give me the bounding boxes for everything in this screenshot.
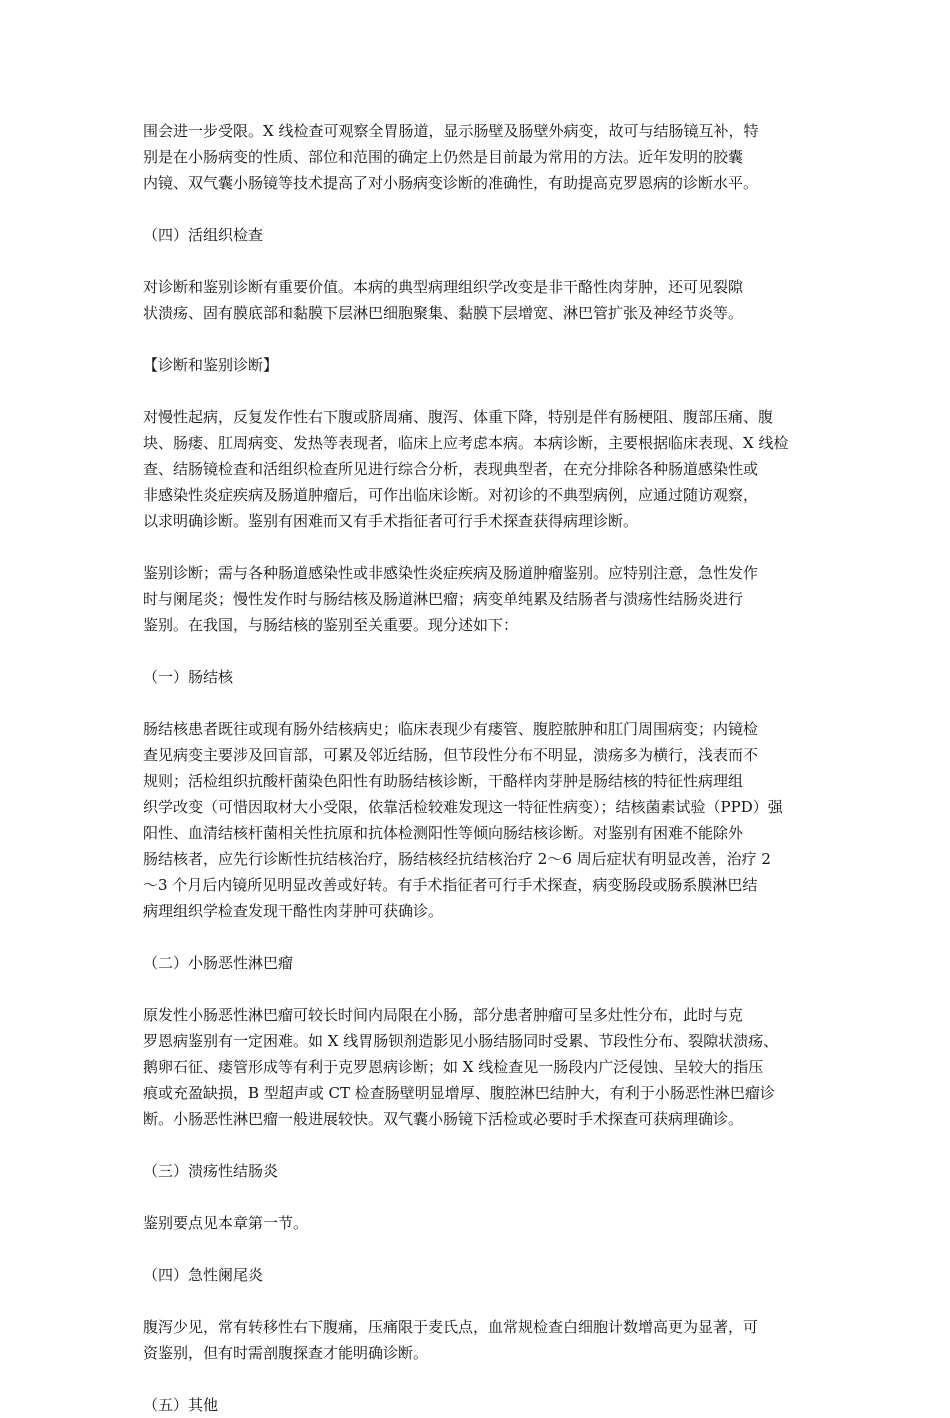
- section-heading: （四）活组织检查: [143, 226, 264, 244]
- text-line: 痕或充盈缺损，B 型超声或 CT 检查肠壁明显增厚、腹腔淋巴结肿大，有利于小肠恶性淋巴瘤诊: [143, 1084, 775, 1102]
- text-line: 查、结肠镜检查和活组织检查所见进行综合分析，表现典型者，在充分排除各种肠道感染性或: [143, 460, 759, 478]
- section-heading: （一）肠结核: [143, 668, 234, 686]
- text-line: 状溃疡、固有膜底部和黏膜下层淋巴细胞聚集、黏膜下层增宽、淋巴管扩张及神经节炎等。: [143, 304, 744, 322]
- text-line: 肠结核者，应先行诊断性抗结核治疗，肠结核经抗结核治疗 2～6 周后症状有明显改善，治疗 2: [143, 850, 771, 868]
- paragraph: [143, 404, 818, 534]
- paragraph-gap: [143, 1288, 818, 1314]
- text-line: 阳性、血清结核杆菌相关性抗原和抗体检测阳性等倾向肠结核诊断。对鉴别有困难不能除外: [143, 824, 744, 842]
- text-line: 织学改变（可惜因取材大小受限，依靠活检较难发现这一特征性病变）；结核菌素试验（PPD）强: [143, 798, 783, 816]
- text-line: 罗恩病鉴别有一定困难。如 X 线胃肠钡剂造影见小肠结肠同时受累、节段性分布、裂隙状溃疡、: [143, 1032, 779, 1050]
- text-line: 断。小肠恶性淋巴瘤一般进展较快。双气囊小肠镜下活检或必要时手术探查可获病理确诊。: [143, 1110, 744, 1128]
- text-line: 围会进一步受限。X 线检查可观察全胃肠道，显示肠壁及肠壁外病变，故可与结肠镜互补，特: [143, 122, 759, 140]
- paragraph-gap: [143, 638, 818, 664]
- text-line: 时与阑尾炎；慢性发作时与肠结核及肠道淋巴瘤；病变单纯累及结肠者与溃疡性结肠炎进行: [143, 590, 744, 608]
- text-line: 肠结核患者既往或现有肠外结核病史；临床表现少有瘘管、腹腔脓肿和肛门周围病变；内镜检: [143, 720, 759, 738]
- paragraph: [143, 118, 818, 196]
- section-heading: 【诊断和鉴别诊断】: [143, 356, 279, 374]
- paragraph-gap: [143, 1184, 818, 1210]
- section-heading: （二）小肠恶性淋巴瘤: [143, 954, 294, 972]
- paragraph: [143, 560, 818, 638]
- paragraph-gap: [143, 924, 818, 950]
- paragraph-gap: [143, 1236, 818, 1262]
- section-heading: （三）溃疡性结肠炎: [143, 1162, 279, 1180]
- paragraph: [143, 716, 818, 924]
- paragraph: [143, 1002, 818, 1132]
- section-heading: （四）急性阑尾炎: [143, 1266, 264, 1284]
- text-line: 非感染性炎症疾病及肠道肿瘤后，可作出临床诊断。对初诊的不典型病例，应通过随访观察，: [143, 486, 759, 504]
- text-line: 病理组织学检查发现干酪性肉芽肿可获确诊。: [143, 902, 444, 920]
- document-page: [143, 118, 818, 1418]
- paragraph-gap: [143, 534, 818, 560]
- paragraph-gap: [143, 1366, 818, 1392]
- text-line: 对诊断和鉴别诊断有重要价值。本病的典型病理组织学改变是非干酪性肉芽肿，还可见裂隙: [143, 278, 744, 296]
- text-line: 别是在小肠病变的性质、部位和范围的确定上仍然是目前最为常用的方法。近年发明的胶囊: [143, 148, 744, 166]
- paragraph-gap: [143, 196, 818, 222]
- text-line: 鹅卵石征、瘘管形成等有利于克罗恩病诊断；如 X 线检查见一肠段内广泛侵蚀、呈较大的指压: [143, 1058, 764, 1076]
- section-heading: （五）其他: [143, 1396, 219, 1414]
- text-line: 资鉴别，但有时需剖腹探查才能明确诊断。: [143, 1344, 429, 1362]
- paragraph-gap: [143, 378, 818, 404]
- text-line: 鉴别诊断；需与各种肠道感染性或非感染性炎症疾病及肠道肿瘤鉴别。应特别注意，急性发作: [143, 564, 759, 582]
- text-line: 腹泻少见，常有转移性右下腹痛，压痛限于麦氏点，血常规检查白细胞计数增高更为显著，可: [143, 1318, 759, 1336]
- paragraph-gap: [143, 248, 818, 274]
- text-line: 查见病变主要涉及回盲部，可累及邻近结肠，但节段性分布不明显，溃疡多为横行，浅表而不: [143, 746, 759, 764]
- paragraph-gap: [143, 1132, 818, 1158]
- paragraph-gap: [143, 690, 818, 716]
- paragraph: [143, 1314, 818, 1366]
- paragraph: [143, 1210, 818, 1236]
- text-line: ～3 个月后内镜所见明显改善或好转。有手术指征者可行手术探查，病变肠段或肠系膜淋巴结: [143, 876, 758, 894]
- paragraph: [143, 274, 818, 326]
- text-line: 鉴别。在我国，与肠结核的鉴别至关重要。现分述如下：: [143, 616, 519, 634]
- text-line: 对慢性起病，反复发作性右下腹或脐周痛、腹泻、体重下降，特别是伴有肠梗阻、腹部压痛、腹: [143, 408, 774, 426]
- text-line: 鉴别要点见本章第一节。: [143, 1214, 309, 1232]
- text-line: 以求明确诊断。鉴别有困难而又有手术指征者可行手术探查获得病理诊断。: [143, 512, 639, 530]
- text-line: 规则；活检组织抗酸杆菌染色阳性有助肠结核诊断，干酪样肉芽肿是肠结核的特征性病理组: [143, 772, 744, 790]
- text-line: 块、肠瘘、肛周病变、发热等表现者，临床上应考虑本病。本病诊断，主要根据临床表现、X 线检: [143, 434, 789, 452]
- paragraph-gap: [143, 326, 818, 352]
- text-line: 内镜、双气囊小肠镜等技术提高了对小肠病变诊断的准确性，有助提高克罗恩病的诊断水平。: [143, 174, 759, 192]
- text-line: 原发性小肠恶性淋巴瘤可较长时间内局限在小肠，部分患者肿瘤可呈多灶性分布，此时与克: [143, 1006, 744, 1024]
- paragraph-gap: [143, 976, 818, 1002]
